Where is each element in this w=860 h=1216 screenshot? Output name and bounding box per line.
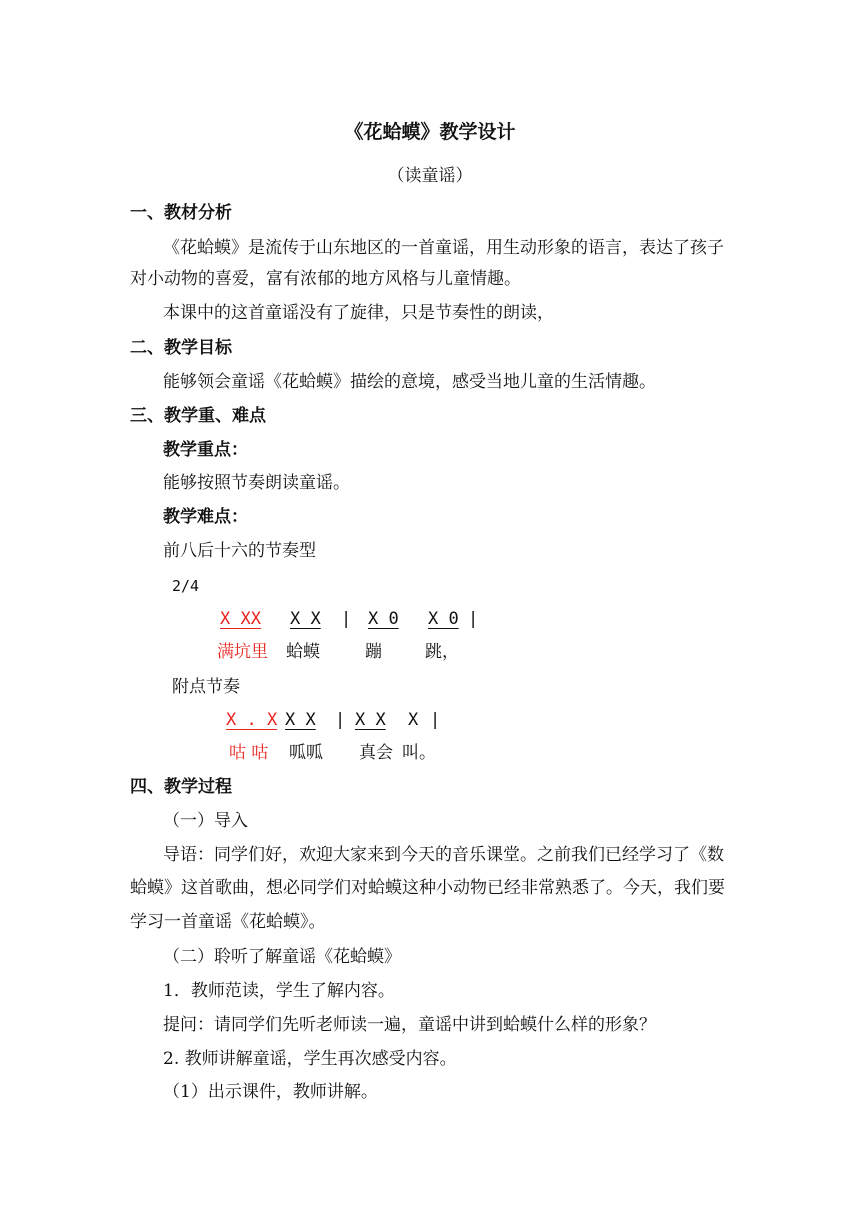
bar-line: | xyxy=(468,609,479,629)
paragraph-line: 《花蛤蟆》是流传于山东地区的一首童谣，用生动形象的语言，表达了孩子 xyxy=(163,238,724,258)
rhythm-note: X xyxy=(408,710,419,730)
lyric: 跳， xyxy=(425,642,459,662)
paragraph-line: 本课中的这首童谣没有了旋律，只是节奏性的朗读， xyxy=(163,303,554,323)
section-heading-key-points: 三、教学重、难点 xyxy=(130,406,266,426)
focus-label: 教学重点： xyxy=(163,440,248,460)
paragraph-line: 导语：同学们好，欢迎大家来到今天的音乐课堂。之前我们已经学习了《数 xyxy=(163,845,724,865)
lyric: 咕 咕 xyxy=(229,743,269,763)
rhythm-note: X 0 xyxy=(428,609,459,629)
lyric: 真会 xyxy=(359,743,393,763)
lyric: 满坑里 xyxy=(217,642,268,662)
section-heading-goals: 二、教学目标 xyxy=(130,338,232,358)
dotted-rhythm-label: 附点节奏 xyxy=(172,677,240,697)
paragraph-line: 蛤蟆》这首歌曲，想必同学们对蛤蟆这种小动物已经非常熟悉了。今天，我们要 xyxy=(130,878,725,898)
lyric: 叫。 xyxy=(402,743,436,763)
rhythm-note: X X xyxy=(290,609,321,629)
rhythm-note: X X xyxy=(285,710,316,730)
time-signature: 2/4 xyxy=(172,577,200,595)
paragraph-line: 对小动物的喜爱，富有浓郁的地方风格与儿童情趣。 xyxy=(130,269,521,289)
list-item: 2. 教师讲解童谣，学生再次感受内容。 xyxy=(163,1049,457,1069)
bar-line: | xyxy=(341,609,352,629)
rhythm-note: X . X xyxy=(226,710,278,730)
document-title: 《花蛤蟆》教学设计 xyxy=(344,121,516,143)
section-heading-materials: 一、教材分析 xyxy=(130,203,232,223)
rhythm-note: X 0 xyxy=(368,609,399,629)
rhythm-note: X X xyxy=(355,710,386,730)
document-subtitle: （读童谣） xyxy=(387,166,473,186)
question-text: 提问：请同学们先听老师读一遍，童谣中讲到蛤蟆什么样的形象？ xyxy=(163,1015,656,1035)
focus-text: 能够按照节奏朗读童谣。 xyxy=(163,473,350,493)
list-item: 1．教师范读，学生了解内容。 xyxy=(163,981,395,1001)
paragraph-line: 能够领会童谣《花蛤蟆》描绘的意境，感受当地儿童的生活情趣。 xyxy=(163,372,656,392)
list-subitem: （1）出示课件，教师讲解。 xyxy=(163,1082,378,1102)
subheading-listen: （二）聆听了解童谣《花蛤蟆》 xyxy=(163,947,401,967)
bar-line: | xyxy=(335,710,346,730)
difficulty-label: 教学难点： xyxy=(163,507,248,527)
bar-line: | xyxy=(430,710,441,730)
lyric: 呱呱 xyxy=(289,743,323,763)
rhythm-note: X XX xyxy=(220,609,261,629)
paragraph-line: 学习一首童谣《花蛤蟆》。 xyxy=(130,912,326,932)
difficulty-text: 前八后十六的节奏型 xyxy=(163,541,316,561)
subheading-intro: （一）导入 xyxy=(163,811,248,831)
lyric: 蛤蟆 xyxy=(286,642,320,662)
section-heading-process: 四、教学过程 xyxy=(130,777,232,797)
lyric: 蹦 xyxy=(365,642,382,662)
